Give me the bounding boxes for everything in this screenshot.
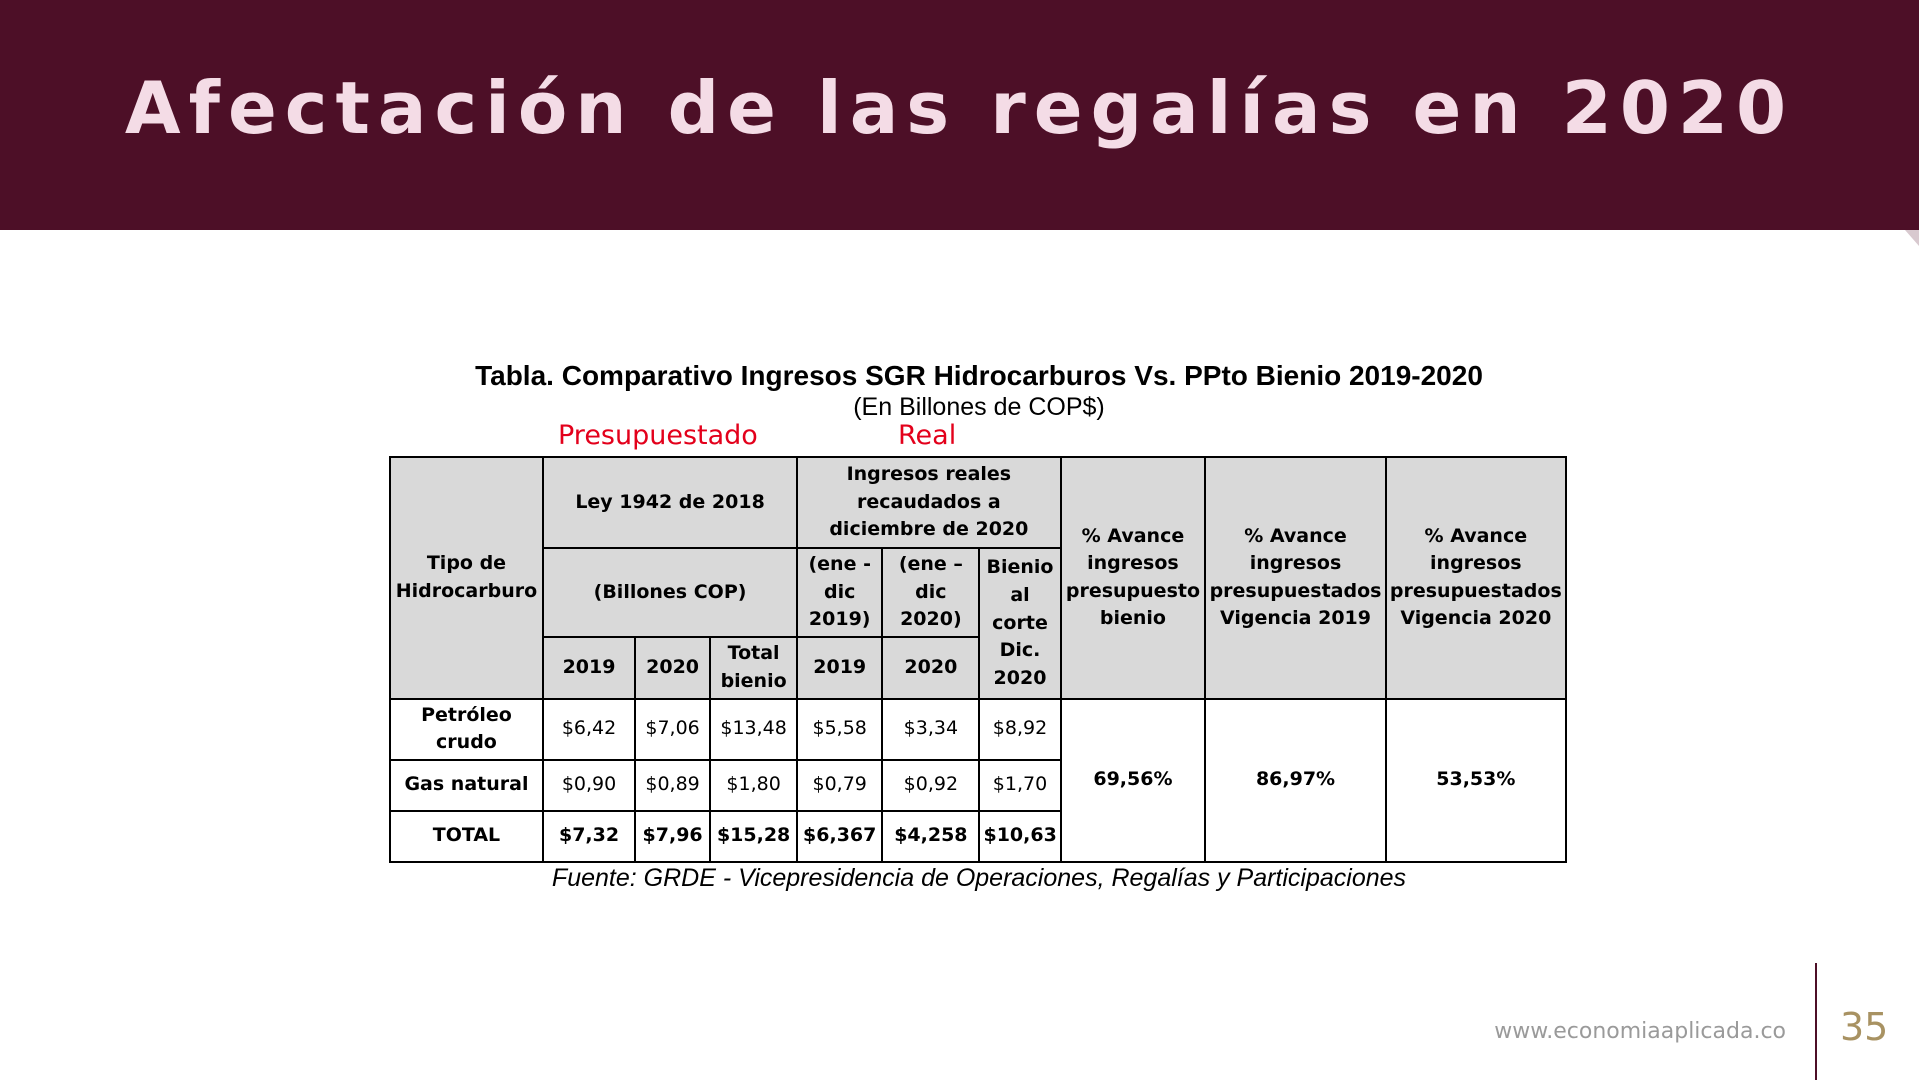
- header-real-2020: 2020: [882, 637, 979, 699]
- cell-ppto-2019: $6,42: [543, 699, 635, 760]
- cell-avance-bienio: 69,56%: [1061, 699, 1206, 862]
- cell-ppto-2020: $0,89: [635, 760, 710, 811]
- header-avance-bienio: % Avance ingresos presupuesto bienio: [1061, 457, 1206, 699]
- table-subtitle: (En Billones de COP$): [853, 393, 1105, 421]
- cell-ppto-2019: $0,90: [543, 760, 635, 811]
- header-billones: (Billones COP): [543, 548, 797, 637]
- header-ene-dic-2020: (ene – dic 2020): [882, 548, 979, 637]
- revenue-comparison-table: [389, 456, 1567, 863]
- cell-real-bienio: $10,63: [979, 811, 1060, 862]
- header-total-bienio: Total bienio: [710, 637, 797, 699]
- cell-real-2020: $4,258: [882, 811, 979, 862]
- slide-title: Afectación de las regalías en 2020: [124, 66, 1795, 150]
- cell-real-2019: $6,367: [797, 811, 882, 862]
- cell-ppto-total: $15,28: [710, 811, 797, 862]
- cell-avance-2020: 53,53%: [1386, 699, 1566, 862]
- cell-real-2020: $0,92: [882, 760, 979, 811]
- annotation-real: Real: [898, 420, 957, 451]
- table-row: [390, 699, 1566, 760]
- row-label: Petróleo crudo: [390, 699, 543, 760]
- table-source: Fuente: GRDE - Vicepresidencia de Operaciones, Regalías y Participaciones: [551, 864, 1407, 892]
- cell-real-bienio: $8,92: [979, 699, 1060, 760]
- cell-ppto-total: $13,48: [710, 699, 797, 760]
- table-title: Tabla. Comparativo Ingresos SGR Hidrocarburos Vs. PPto Bienio 2019-2020: [475, 360, 1483, 391]
- cell-real-2020: $3,34: [882, 699, 979, 760]
- cell-ppto-2020: $7,06: [635, 699, 710, 760]
- annotation-presupuestado: Presupuestado: [558, 420, 758, 451]
- header-tipo: Tipo de Hidrocarburo: [390, 457, 543, 699]
- footer-website: www.economiaaplicada.co: [1494, 1019, 1786, 1044]
- cell-real-2019: $0,79: [797, 760, 882, 811]
- header-ley: Ley 1942 de 2018: [543, 457, 797, 548]
- header-avance-2020: % Avance ingresos presupuestados Vigencia 2020: [1386, 457, 1566, 699]
- corner-decoration: [1905, 230, 1919, 246]
- header-ene-dic-2019: (ene - dic 2019): [797, 548, 882, 637]
- header-real-2019: 2019: [797, 637, 882, 699]
- row-label: TOTAL: [390, 811, 543, 862]
- cell-ppto-2019: $7,32: [543, 811, 635, 862]
- footer-divider: [1815, 963, 1817, 1080]
- cell-ppto-total: $1,80: [710, 760, 797, 811]
- cell-real-2019: $5,58: [797, 699, 882, 760]
- header-ingresos-reales: Ingresos reales recaudados a diciembre de 2020: [797, 457, 1060, 548]
- cell-avance-2019: 86,97%: [1205, 699, 1385, 862]
- header-2020: 2020: [635, 637, 710, 699]
- header-avance-2019: % Avance ingresos presupuestados Vigencia 2019: [1205, 457, 1385, 699]
- header-2019: 2019: [543, 637, 635, 699]
- cell-real-bienio: $1,70: [979, 760, 1060, 811]
- cell-ppto-2020: $7,96: [635, 811, 710, 862]
- page-number: 35: [1840, 1005, 1889, 1049]
- header-bienio-corte: Bienio al corte Dic. 2020: [979, 548, 1060, 699]
- row-label: Gas natural: [390, 760, 543, 811]
